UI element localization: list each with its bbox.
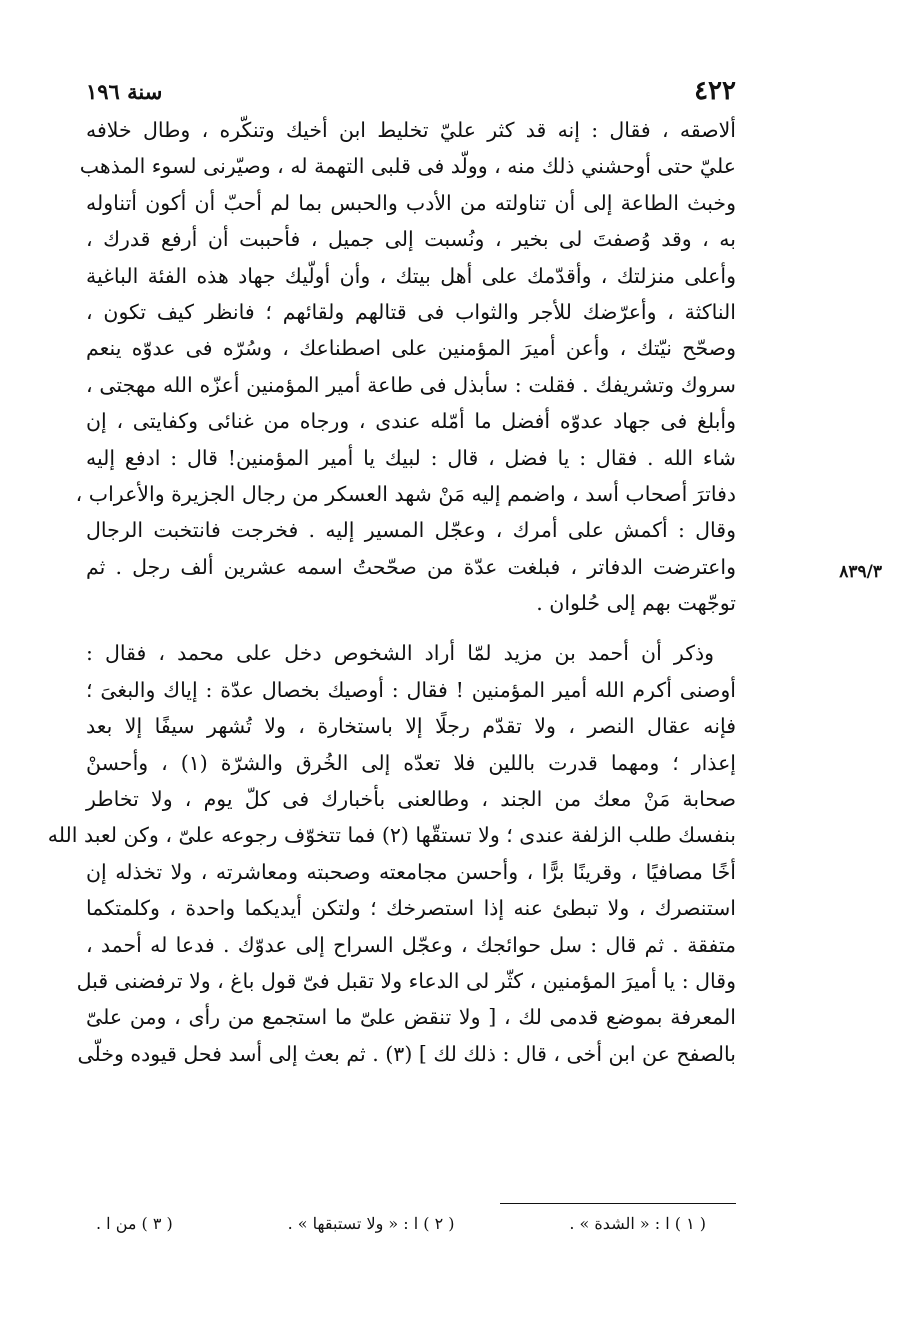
text-line: متفقة . ثم قال : سل حوائجك ، وعجّل السراح إلى عدوّك . فدعا له أحمد ،	[86, 932, 736, 957]
page-header	[86, 74, 736, 108]
running-head-year: سنة ١٩٦	[86, 78, 163, 104]
text-line: دفاترَ أصحاب أسد ، واضمم إليه مَنْ شهد العسكر من رجال الجزيرة والأعراب ،	[75, 481, 736, 506]
footnote-3: ( ٣ ) من ا .	[96, 1213, 173, 1233]
text-line: وذكر أن أحمد بن مزيد لمّا أراد الشخوص دخل على محمد ، فقال :	[86, 641, 714, 666]
text-line: أوصنى أكرم الله أمير المؤمنين ! فقال : أوصيك بخصال عدّة : إياك والبغىَ ؛	[86, 677, 736, 702]
text-line: استنصرك ، ولا تبطئ عنه إذا استصرخك ؛ ولتكن أيديكما واحدة ، وكلمتكما	[86, 896, 736, 921]
text-line: سروك وتشريفك . فقلت : سأبذل فى طاعة أمير المؤمنين أعزّه الله مهجتى ،	[86, 372, 736, 397]
text-line: به ، وقد وُصفتَ لى بخير ، ونُسبت إلى جميل ، فأحببت أن أرفع قدرك ،	[86, 227, 736, 252]
text-line: وخبث الطاعة إلى أن تناولته من الأدب والحبس بما لم أحبّ أن أكون أتناوله	[86, 190, 736, 215]
footnotes	[96, 1208, 706, 1238]
text-line: بنفسك طلب الزلفة عندى ؛ ولا تستقّها (٢) فما تتخوّف رجوعه علىّ ، وكن لعبد الله	[47, 823, 736, 848]
body-text	[47, 112, 736, 1072]
text-line: وقال : أكمش على أمرك ، وعجّل المسير إليه . فخرجت فانتخبت الرجال	[86, 518, 736, 543]
margin-reference: ٨٣٩/٣	[839, 562, 882, 582]
text-line: واعترضت الدفاتر ، فبلغت عدّة من صحّحتُ اسمه عشرين ألف رجل . ثم	[86, 554, 736, 579]
text-line: وأبلغ فى جهاد عدوّه أفضل ما أمّله عندى ، ورجاه من غنائى وكفايتى ، إن	[86, 409, 736, 434]
text-line: صحابة مَنْ معك من الجند ، وطالعنى بأخبارك فى كلّ يوم ، ولا تخاطر	[86, 787, 736, 812]
text-line: شاء الله . فقال : يا فضل ، قال : لبيك يا أمير المؤمنين! قال : ادفع إليه	[86, 445, 736, 470]
footnote-2: ( ٢ ) ا : « ولا تستبقها » .	[287, 1213, 455, 1233]
text-line: أخًا مصافيًا ، وقرينًا برًّا ، وأحسن مجامعته وصحبته ومعاشرته ، ولا تخذله إن	[86, 859, 736, 884]
footnote-1: ( ١ ) ا : « الشدة » .	[569, 1213, 706, 1233]
text-line: عليّ حتى أوحشني ذلك منه ، وولّد فى قلبى التهمة له ، وصيّرنى لسوء المذهب	[79, 154, 736, 179]
text-line: فإنه عقال النصر ، ولا تقدّم رجلًا إلا باستخارة ، ولا تُشهر سيفًا إلا بعد	[86, 714, 736, 739]
text-line: إعذار ؛ ومهما قدرت باللين فلا تعدّه إلى الخُرق والشرّة (١) ، وأحسنْ	[86, 750, 736, 775]
paragraph-gap	[86, 621, 736, 635]
footnote-rule	[500, 1203, 736, 1204]
page-number: ٤٢٢	[694, 76, 736, 106]
text-line: توجّهت بهم إلى حُلوان .	[536, 591, 736, 616]
text-line: الناكثة ، وأعرّضك للأجر والثواب فى قتالهم ولقائهم ؛ فانظر كيف تكون ،	[86, 299, 736, 324]
text-line: المعرفة بموضع قدمى لك ، [ ولا تنقض علىّ ما استجمع من رأى ، ومن علىّ	[86, 1005, 736, 1030]
text-line: ألاصقه ، فقال : إنه قد كثر عليّ تخليط ابن أخيك وتنكّره ، وطال خلافه	[86, 118, 736, 142]
text-line: وأعلى منزلتك ، وأقدّمك على أهل بيتك ، وأن أولّيك جهاد هذه الفئة الباغية	[86, 263, 736, 288]
text-line: وصحّح نيّتك ، وأعن أميرَ المؤمنين على اصطناعك ، وسُرّه فى عدوّه ينعم	[86, 336, 736, 361]
text-line: وقال : يا أميرَ المؤمنين ، كثّر لى الدعاء ولا تقبل فىّ قول باغ ، ولا ترفضنى قبل	[76, 968, 736, 993]
text-line: بالصفح عن ابن أخى ، قال : ذلك لك ] (٣) . ثم بعث إلى أسد فحل قيوده وخلّى	[77, 1041, 736, 1066]
